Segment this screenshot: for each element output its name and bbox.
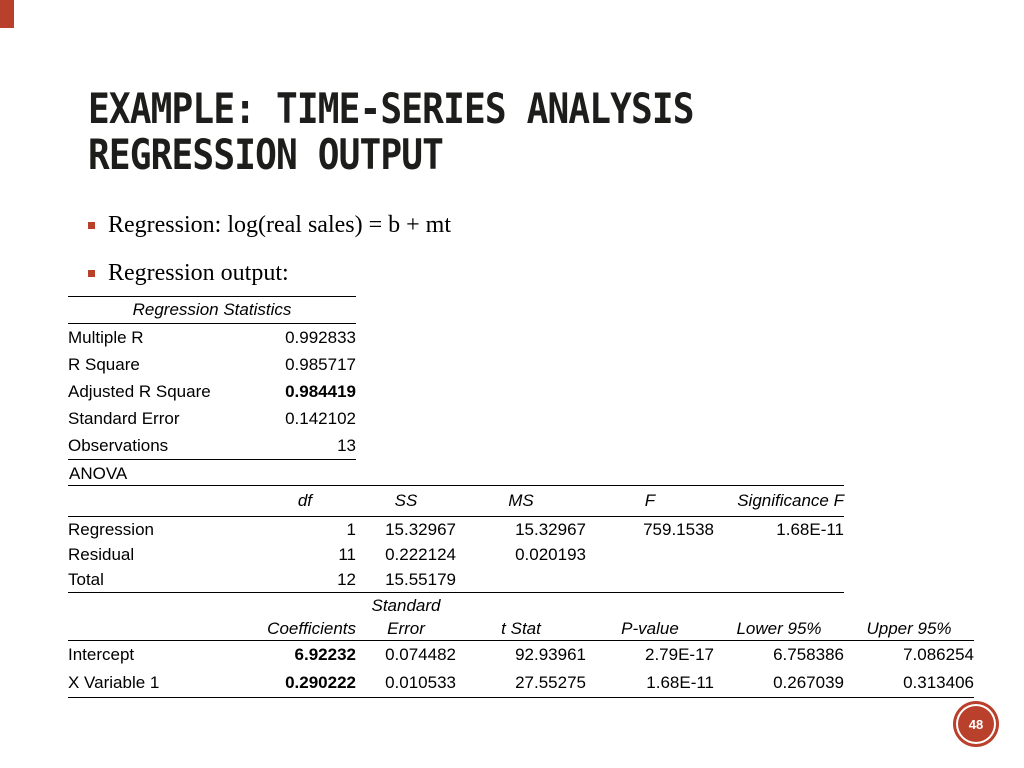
coef-header-upper-95: Upper 95% — [844, 594, 974, 641]
anova-cell — [586, 567, 714, 593]
bullet-text: Regression output: — [108, 260, 289, 286]
coef-row-label: Intercept — [68, 645, 135, 664]
bullet-marker-icon — [88, 270, 95, 277]
coef-header-blank — [68, 594, 248, 641]
coef-cell: 92.93961 — [515, 645, 586, 664]
anova-header-df: df — [248, 486, 356, 517]
slide-title-line1: EXAMPLE: TIME-SERIES ANALYSIS — [88, 84, 694, 133]
anova-cell: 759.1538 — [643, 519, 714, 539]
regression-statistics-table — [68, 296, 356, 460]
stat-label: Standard Error — [68, 408, 180, 428]
anova-cell: 0.020193 — [515, 544, 586, 564]
anova-cell: 11 — [338, 544, 356, 564]
stat-label: Adjusted R Square — [68, 381, 211, 401]
anova-row-label: Total — [68, 567, 248, 593]
slide-title-line2: REGRESSION OUTPUT — [88, 130, 444, 179]
anova-cell: 12 — [248, 567, 356, 593]
anova-header-ss: SS — [356, 486, 456, 517]
coef-cell: 0.290222 — [248, 669, 356, 698]
coef-cell: 27.55275 — [456, 669, 586, 698]
coefficients-table — [68, 594, 974, 698]
coef-header-coefficients: Coefficients — [248, 594, 356, 641]
coef-header-p-value: P-value — [586, 594, 714, 641]
anova-header-significance-f: Significance F — [714, 486, 844, 517]
coef-header-se-line1: Standard — [371, 596, 441, 615]
stat-value: 0.984419 — [285, 381, 356, 401]
anova-cell: 15.32967 — [385, 519, 456, 539]
slide-title — [88, 86, 694, 178]
coef-cell: 6.758386 — [773, 645, 844, 664]
coef-header-standard-error — [356, 594, 456, 641]
anova-row-label: Residual — [68, 544, 135, 564]
bullet-text: Regression: log(real sales) = b + mt — [108, 212, 451, 238]
anova-cell: 15.55179 — [356, 567, 456, 593]
stat-value: 13 — [260, 432, 356, 460]
bullet-list — [88, 210, 451, 306]
anova-cell — [714, 567, 844, 593]
page-number-badge: 48 — [956, 704, 996, 744]
anova-label: ANOVA — [69, 464, 128, 483]
regression-statistics-header: Regression Statistics — [68, 297, 356, 324]
stat-label: R Square — [68, 354, 140, 374]
coef-cell: 0.313406 — [844, 669, 974, 698]
coef-header-t-stat: t Stat — [456, 594, 586, 641]
anova-cell — [714, 542, 844, 567]
anova-header-blank — [68, 486, 248, 517]
bullet-marker-icon — [88, 222, 95, 229]
anova-cell: 0.222124 — [385, 544, 456, 564]
stat-value: 0.142102 — [285, 408, 356, 428]
coef-header-lower-95: Lower 95% — [714, 594, 844, 641]
anova-cell: 1.68E-11 — [776, 519, 844, 539]
anova-cell — [456, 567, 586, 593]
anova-table — [68, 485, 844, 593]
coef-cell: 6.92232 — [294, 645, 356, 664]
anova-header-ms: MS — [456, 486, 586, 517]
coef-row-label: X Variable 1 — [68, 669, 248, 698]
corner-accent-bar — [0, 0, 14, 28]
coef-cell: 0.074482 — [385, 645, 456, 664]
coef-cell: 7.086254 — [903, 645, 974, 664]
coef-cell: 1.68E-11 — [586, 669, 714, 698]
anova-cell: 1 — [346, 519, 356, 539]
coef-cell: 2.79E-17 — [645, 645, 714, 664]
bullet-item — [88, 210, 451, 258]
anova-row-label: Regression — [68, 519, 154, 539]
stat-value: 0.985717 — [285, 354, 356, 374]
stat-label: Multiple R — [68, 327, 144, 347]
coef-cell: 0.267039 — [714, 669, 844, 698]
stat-value: 0.992833 — [285, 327, 356, 347]
anova-header-f: F — [586, 486, 714, 517]
coef-header-se-line2: Error — [387, 619, 425, 638]
coef-cell: 0.010533 — [356, 669, 456, 698]
anova-cell — [586, 542, 714, 567]
anova-cell: 15.32967 — [515, 519, 586, 539]
stat-label: Observations — [68, 432, 260, 460]
